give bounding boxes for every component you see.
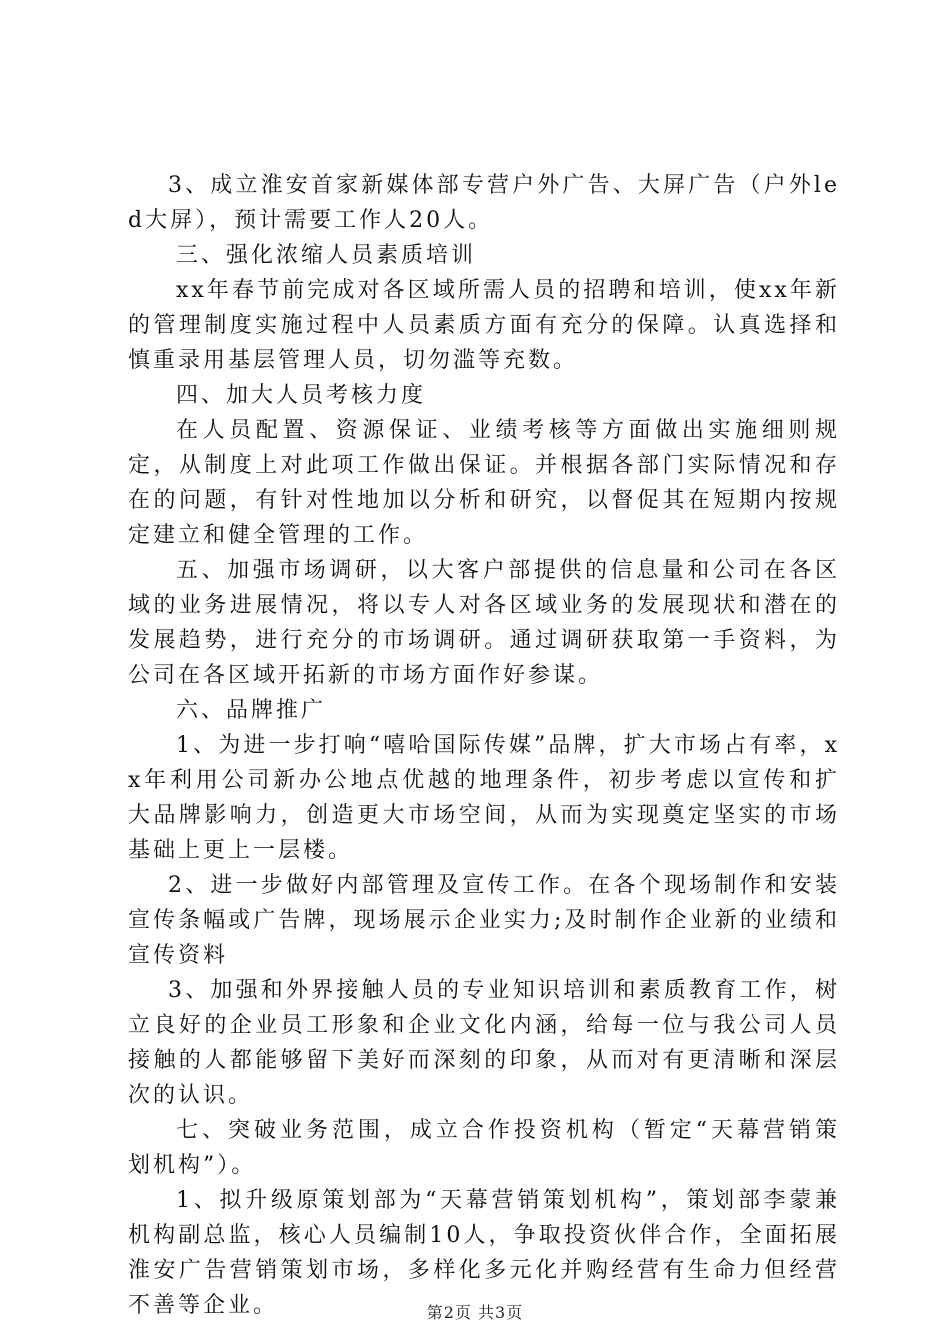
paragraph-staff-training: xx年春节前完成对各区域所需人员的招聘和培训，使xx年新的管理制度实施过程中人员素质方面有充分的保障。认真选择和慎重录用基层管理人员，切勿滥等充数。	[128, 278, 840, 373]
paragraph-expansion-item-1: 1、拟升级原策划部为“天幕营销策划机构”，策划部李蒙兼机构副总监，核心人员编制10人，争取投资伙伴合作，全面拓展淮安广告营销策划市场，多样化多元化并购经营有生命力但经营不善等企业。	[128, 1188, 840, 1318]
page-number-footer: 第2页 共3页	[426, 1303, 524, 1322]
paragraph-brand-item-1: 1、为进一步打响“嘻哈国际传媒”品牌，扩大市场占有率，xx年利用公司新办公地点优越的地理条件，初步考虑以宣传和扩大品牌影响力，创造更大市场空间，从而为实现奠定坚实的市场基础上更上一层楼。	[128, 733, 840, 863]
heading-brand-promotion: 六、品牌推广	[176, 698, 327, 723]
heading-staff-assessment: 四、加大人员考核力度	[176, 383, 427, 408]
heading-staff-training: 三、强化浓缩人员素质培训	[176, 243, 477, 268]
document-body	[128, 168, 840, 1323]
paragraph-new-media-dept: 3、成立淮安首家新媒体部专营户外广告、大屏广告（户外led大屏），预计需要工作人20人。	[128, 173, 840, 233]
paragraph-staff-assessment: 在人员配置、资源保证、业绩考核等方面做出实施细则规定，从制度上对此项工作做出保证。并根据各部门实际情况和存在的问题，有针对性地加以分析和研究，以督促其在短期内按规定建立和健全管理的工作。	[128, 418, 840, 548]
paragraph-brand-item-2: 2、进一步做好内部管理及宣传工作。在各个现场制作和安装宣传条幅或广告牌，现场展示企业实力;及时制作企业新的业绩和宣传资料	[128, 873, 840, 968]
heading-business-expansion: 七、突破业务范围，成立合作投资机构（暂定“天幕营销策划机构”）。	[128, 1118, 840, 1178]
paragraph-brand-item-3: 3、加强和外界接触人员的专业知识培训和素质教育工作，树立良好的企业员工形象和企业文化内涵，给每一位与我公司人员接触的人都能够留下美好而深刻的印象，从而对有更清晰和深层次的认识。	[128, 978, 840, 1108]
paragraph-market-research: 五、加强市场调研，以大客户部提供的信息量和公司在各区域的业务进展情况，将以专人对各区域业务的发展现状和潜在的发展趋势，进行充分的市场调研。通过调研获取第一手资料，为公司在各区域开拓新的市场方面作好参谋。	[128, 558, 840, 688]
